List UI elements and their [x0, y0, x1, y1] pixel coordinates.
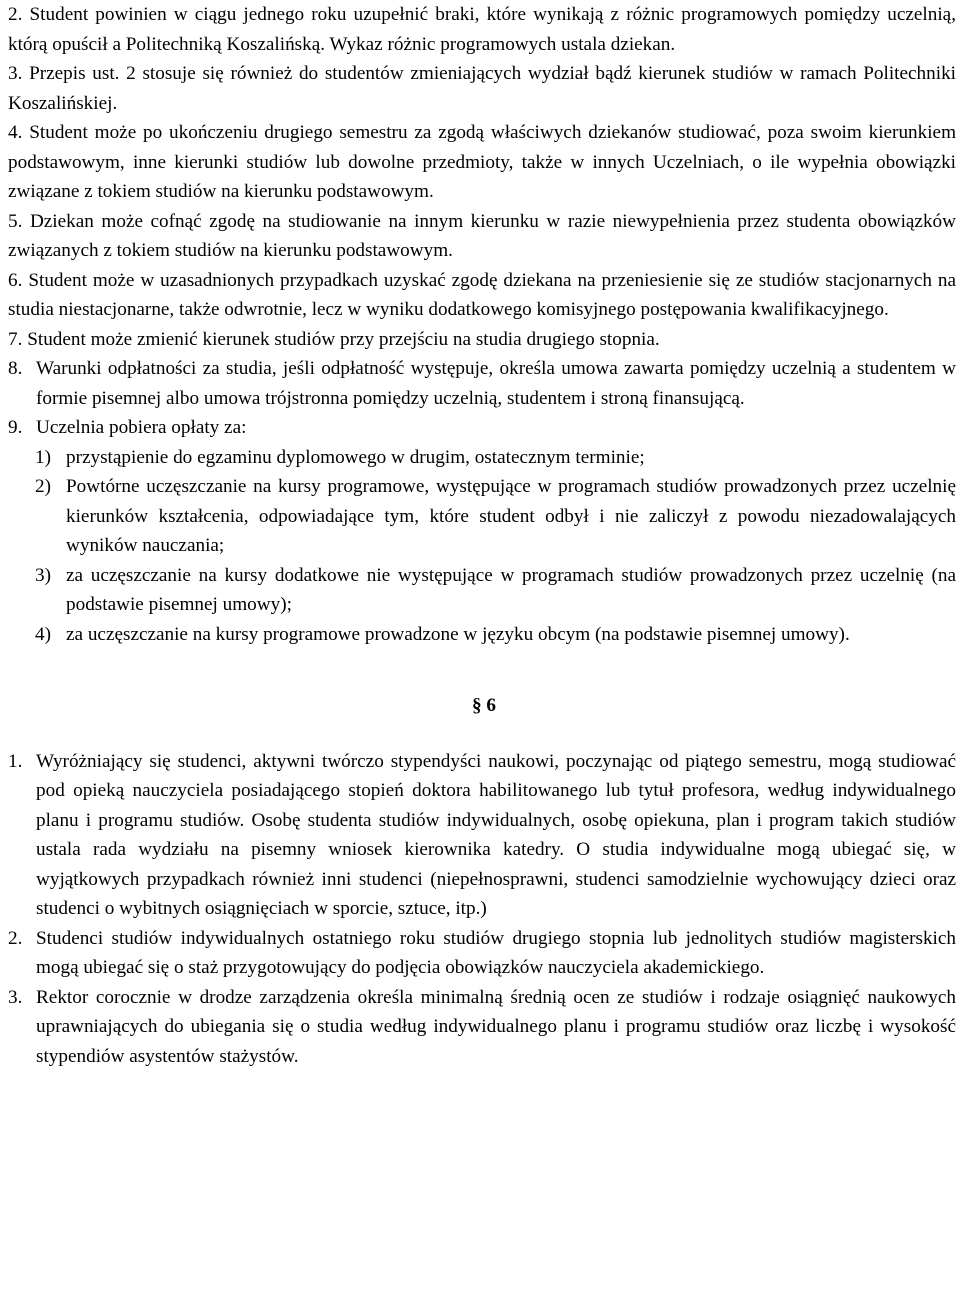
paragraph-6 — [8, 266, 956, 325]
paragraph-text: Student powinien w ciągu jednego roku uzupełnić braki, które wynikają z różnic programowych pomiędzy uczelnią, którą opuścił a Politechniką Koszalińską. Wykaz różnic programowych ustala dziekan. — [8, 4, 956, 55]
paragraph-text: Przepis ust. 2 stosuje się również do studentów zmieniających wydział bądź kierunek studiów w ramach Politechniki Koszalińskiej. — [8, 63, 956, 114]
fee-text: za uczęszczanie na kursy dodatkowe nie występujące w programach studiów prowadzonych przez uczelnię (na podstawie pisemnej umowy); — [66, 564, 956, 615]
paragraph-number: 7. — [8, 328, 23, 350]
paragraph-9 — [8, 413, 956, 443]
fee-number: 2) — [35, 476, 51, 497]
paragraph-2 — [8, 0, 956, 59]
section6-paragraph-3 — [8, 983, 956, 1072]
paragraph-text: Uczelnia pobiera opłaty za: — [36, 417, 247, 438]
fee-number: 3) — [35, 564, 51, 586]
paragraph-3 — [8, 59, 956, 118]
paragraph-text: Studenci studiów indywidualnych ostatniego roku studiów drugiego stopnia lub jednolitych studiów magisterskich mogą ubiegać się o staż przygotowujący do podjęcia obowiązków nauczyciela akademickiego. — [36, 927, 956, 978]
section-heading: § 6 — [472, 695, 496, 716]
paragraph-number: 6. — [8, 269, 23, 291]
fee-item-2 — [8, 472, 956, 561]
paragraph-number: 9. — [8, 417, 23, 438]
fee-text: przystąpienie do egzaminu dyplomowego w drugim, ostatecznym terminie; — [66, 446, 645, 468]
paragraph-number: 1. — [8, 750, 23, 772]
fee-text: Powtórne uczęszczanie na kursy programowe, występujące w programach studiów prowadzonych przez uczelnię kierunków kształcenia, odpowiadające tym, które student odbył i nie zaliczył z powodu niezadowalających wyników nauczania; — [66, 476, 956, 556]
paragraph-text: Student może w uzasadnionych przypadkach uzyskać zgodę dziekana na przeniesienie się ze studiów stacjonarnych na studia niestacjonarne, także odwrotnie, lecz w wyniku dodatkowego komisyjnego postępowania kwalifikacyjnego. — [8, 269, 957, 320]
fee-item-4 — [8, 620, 956, 650]
paragraph-text: Wyróżniający się studenci, aktywni twórczo stypendyści naukowi, poczynając od piątego semestru, mogą studiować pod opieką nauczyciela posiadającego stopień doktora habilitowanego lub tytuł profesora, według indywidualnego planu i programu studiów. Osobę studenta studiów indywidualnych, osobę opiekuna, plan i program takich studiów ustala rada wydziału na pisemny wniosek kierownika katedry. O studia indywidualne mogą ubiegać się, w wyjątkowych przypadkach również inni studenci (niepełnosprawni, studenci samodzielnie wychowujący dzieci oraz studenci o wybitnych osiągnięciach w sporcie, sztuce, itp.) — [36, 750, 956, 919]
paragraph-number: 3. — [8, 986, 23, 1008]
paragraph-8 — [8, 354, 956, 413]
paragraph-text: Rektor corocznie w drodze zarządzenia określa minimalną średnią ocen ze studiów i rodzaje osiągnięć naukowych uprawniających do ubiegania się o studia według indywidualnego planu i programu studiów oraz liczbę i wysokość stypendiów asystentów stażystów. — [36, 986, 956, 1067]
paragraph-text: Dziekan może cofnąć zgodę na studiowanie na innym kierunku w razie niewypełnienia przez studenta obowiązków związanych z tokiem studiów na kierunku podstawowym. — [8, 210, 956, 261]
paragraph-7 — [8, 325, 956, 355]
paragraph-5 — [8, 207, 956, 266]
paragraph-number: 2. — [8, 927, 23, 949]
paragraph-number: 8. — [8, 358, 23, 379]
paragraph-4 — [8, 118, 956, 207]
fee-item-1 — [8, 443, 956, 473]
fee-number: 4) — [35, 623, 51, 645]
paragraph-number: 4. — [8, 122, 23, 143]
paragraph-number: 5. — [8, 210, 23, 232]
paragraph-number: 3. — [8, 63, 23, 84]
fee-text: za uczęszczanie na kursy programowe prowadzone w języku obcym (na podstawie pisemnej umowy). — [66, 623, 850, 645]
fee-item-3 — [8, 561, 956, 620]
paragraph-text: Warunki odpłatności za studia, jeśli odpłatność występuje, określa umowa zawarta pomiędzy uczelnią a studentem w formie pisemnej albo umowa trójstronna pomiędzy uczelnią, studentem i stroną finansującą. — [36, 358, 956, 409]
fee-number: 1) — [35, 446, 51, 468]
section6-paragraph-2 — [8, 924, 956, 983]
paragraph-text: Student może zmienić kierunek studiów przy przejściu na studia drugiego stopnia. — [27, 328, 660, 350]
paragraph-text: Student może po ukończeniu drugiego semestru za zgodą właściwych dziekanów studiować, poza swoim kierunkiem podstawowym, inne kierunki studiów lub dowolne przedmioty, także w innych Uczelniach, o ile wypełnia obowiązki związane z tokiem studiów na kierunku podstawowym. — [8, 122, 957, 202]
section6-paragraph-1 — [8, 747, 956, 924]
paragraph-number: 2. — [8, 4, 23, 25]
